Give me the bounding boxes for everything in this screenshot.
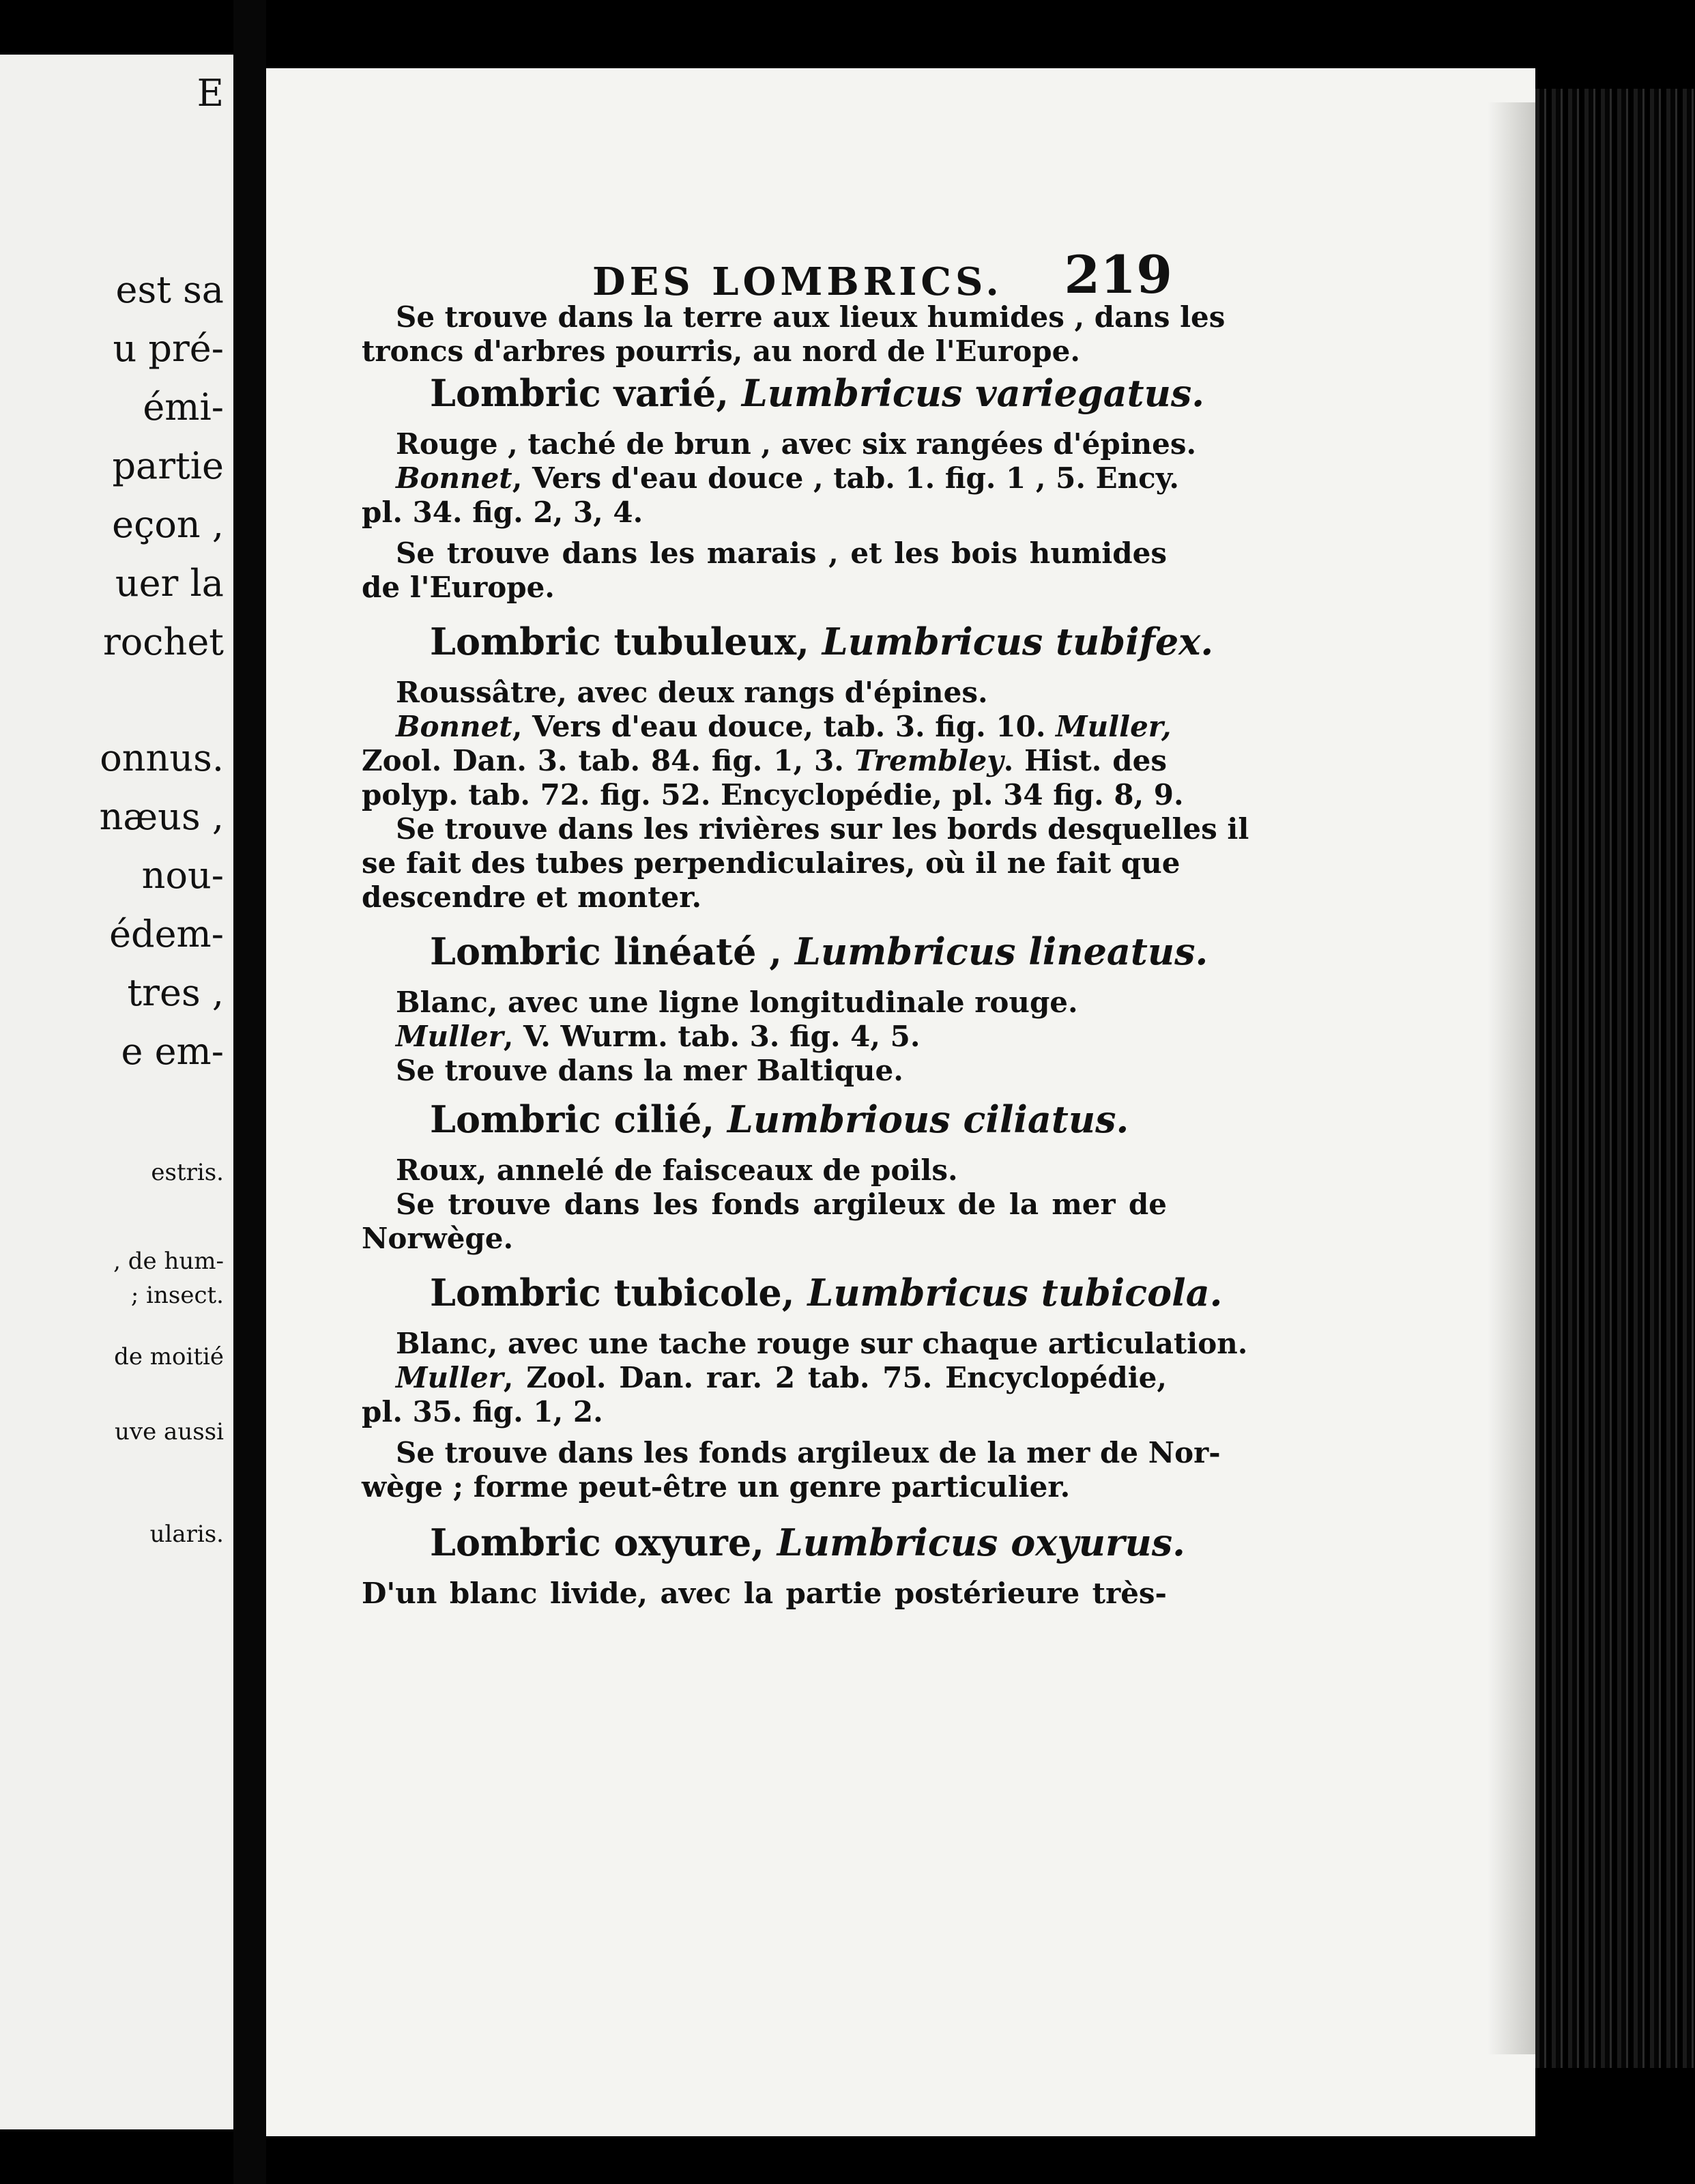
line-text: Se trouve dans la terre aux lieux humides , dans les <box>396 300 1226 334</box>
text-line <box>362 495 1167 530</box>
latin-name: Lumbricus tubicola. <box>807 1271 1223 1314</box>
text-line <box>362 1327 1248 1361</box>
line-text: se fait des tubes perpendiculaires, où il ne fait que <box>362 846 1180 880</box>
latin-name: Lumbricus variegatus. <box>741 371 1205 415</box>
left-page-line: partie <box>112 444 224 487</box>
line-text: Lombric tubicole, <box>430 1271 808 1314</box>
left-page-line: émi- <box>143 386 224 429</box>
line-text: wège ; forme peut-être un genre particulier. <box>362 1470 1071 1504</box>
line-text: Roussâtre, avec deux rangs d'épines. <box>396 676 988 709</box>
text-line <box>362 1361 1167 1395</box>
line-text: Zool. Dan. 3. tab. 84. fig. 1, 3. <box>362 744 855 777</box>
line-text: . Hist. des <box>1003 744 1167 777</box>
line-text: de l'Europe. <box>362 571 555 604</box>
text-line <box>362 880 1167 915</box>
species-heading <box>362 930 1208 973</box>
author-name: Muller <box>396 1361 504 1394</box>
text-line <box>362 1188 1167 1222</box>
left-page-fragment <box>0 55 233 2129</box>
line-text: , Vers d'eau douce , tab. 1. fig. 1 , 5. Ency. <box>512 461 1179 495</box>
left-page-line: édem- <box>109 913 224 956</box>
left-page-line: onnus. <box>100 736 224 779</box>
line-text: descendre et monter. <box>362 880 702 914</box>
text-line <box>362 536 1167 571</box>
line-text: Se trouve dans les rivières sur les bords desquelles il <box>396 812 1249 846</box>
running-title: DES LOMBRICS. <box>592 259 1003 304</box>
text-line <box>362 846 1180 880</box>
text-line <box>362 1020 1167 1054</box>
line-text: , Vers d'eau douce, tab. 3. fig. 10. <box>512 710 1056 743</box>
text-line <box>362 1470 1167 1504</box>
latin-name: Muller, <box>1056 710 1172 743</box>
text-line <box>362 1395 1167 1429</box>
left-page-line: ; insect. <box>130 1282 224 1309</box>
line-text: , V. Wurm. tab. 3. fig. 4, 5. <box>503 1020 921 1053</box>
text-line <box>362 1577 1167 1611</box>
latin-name: Lumbrious ciliatus. <box>727 1097 1129 1141</box>
left-page-line: eçon , <box>112 503 224 546</box>
left-page-line: ularis. <box>149 1521 224 1548</box>
line-text: polyp. tab. 72. fig. 52. Encyclopédie, pl. 34 fig. 8, 9. <box>362 778 1184 811</box>
line-text: Lombric cilié, <box>430 1097 727 1141</box>
line-text: Rouge , taché de brun , avec six rangées d'épines. <box>396 427 1197 461</box>
line-text: Norwège. <box>362 1222 514 1255</box>
species-heading <box>362 371 1205 415</box>
page-number: 219 <box>1064 244 1172 305</box>
page-header <box>592 244 1172 306</box>
book-edge <box>1535 89 1695 2068</box>
text-line <box>362 300 1226 334</box>
left-page-line: u pré- <box>113 327 224 370</box>
left-page-line: de moitié <box>114 1343 224 1370</box>
left-page-line: næus , <box>99 795 224 838</box>
text-line <box>362 710 1172 744</box>
line-text: Blanc, avec une ligne longitudinale rouge. <box>396 986 1078 1019</box>
line-text: Lombric tubuleux, <box>430 620 822 663</box>
page-edge-shadow <box>1488 102 1535 2054</box>
text-line <box>362 1222 1167 1256</box>
text-line <box>362 1436 1221 1470</box>
text-line <box>362 676 1167 710</box>
line-text: Se trouve dans les marais , et les bois humides <box>396 536 1167 570</box>
author-name: Bonnet <box>396 461 512 495</box>
text-line <box>362 571 1167 605</box>
latin-name: Lumbricus lineatus. <box>794 930 1208 973</box>
left-page-line: e em- <box>121 1030 224 1073</box>
line-text: Se trouve dans la mer Baltique. <box>396 1054 903 1087</box>
text-line <box>362 334 1167 369</box>
line-text: Se trouve dans les fonds argileux de la mer de Nor- <box>396 1436 1221 1469</box>
left-page-line: tres , <box>127 971 224 1014</box>
species-heading <box>362 1271 1223 1314</box>
left-page-line: E <box>197 72 224 115</box>
line-text: Roux, annelé de faisceaux de poils. <box>396 1153 958 1187</box>
author-name: Bonnet <box>396 710 512 743</box>
line-text: , Zool. Dan. rar. 2 tab. 75. Encyclopédie, <box>503 1361 1167 1394</box>
author-name: Muller <box>396 1020 504 1053</box>
left-page-line: uve aussi <box>115 1418 224 1446</box>
line-text: Lombric linéaté , <box>430 930 795 973</box>
left-page-line: est sa <box>115 268 224 311</box>
line-text: pl. 34. fig. 2, 3, 4. <box>362 495 643 529</box>
text-line <box>362 778 1184 812</box>
left-page-line: estris. <box>151 1159 224 1186</box>
text-line <box>362 812 1249 846</box>
text-line <box>362 1054 1167 1088</box>
latin-name: Lumbricus oxyurus. <box>777 1521 1185 1564</box>
species-heading <box>362 620 1214 663</box>
text-line <box>362 427 1197 461</box>
latin-name: Trembley <box>854 744 1004 777</box>
species-heading <box>362 1521 1185 1564</box>
left-page-line: , de hum- <box>113 1248 224 1275</box>
text-line <box>362 744 1167 778</box>
book-gutter <box>233 0 266 2184</box>
text-line <box>362 461 1179 495</box>
text-line <box>362 986 1167 1020</box>
latin-name: Lumbricus tubifex. <box>822 620 1214 663</box>
text-line <box>362 1153 1167 1188</box>
line-text: Se trouve dans les fonds argileux de la mer de <box>396 1188 1167 1221</box>
species-heading <box>362 1099 1167 1140</box>
line-text: Lombric varié, <box>430 371 742 415</box>
line-text: troncs d'arbres pourris, au nord de l'Europe. <box>362 334 1080 368</box>
line-text: pl. 35. fig. 1, 2. <box>362 1395 603 1428</box>
left-page-line: uer la <box>115 562 224 605</box>
line-text: Blanc, avec une tache rouge sur chaque articulation. <box>396 1327 1248 1360</box>
line-text: Lombric oxyure, <box>430 1521 777 1564</box>
left-page-line: nou- <box>141 854 224 897</box>
left-page-line: rochet <box>102 620 224 663</box>
line-text: D'un blanc livide, avec la partie postérieure très- <box>362 1577 1167 1610</box>
